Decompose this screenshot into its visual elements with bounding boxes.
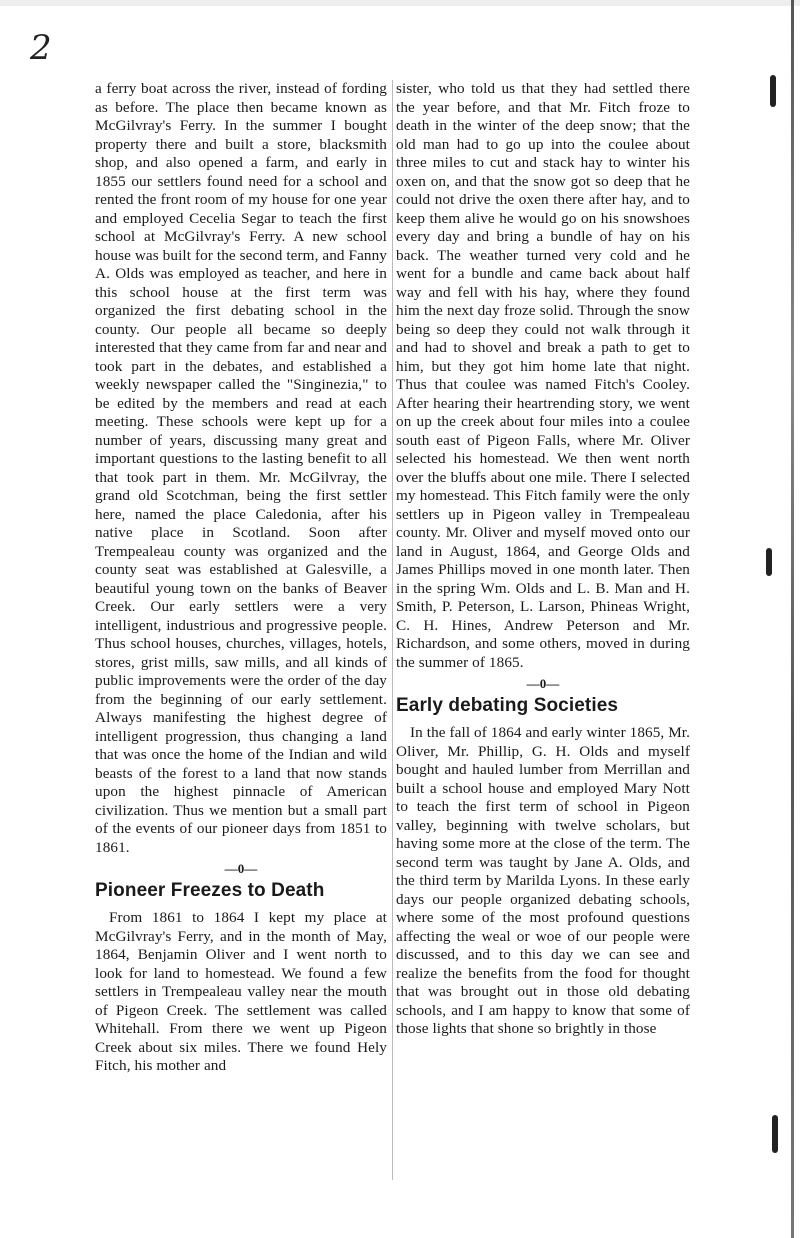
right-column: [396, 80, 690, 1039]
section-divider: —0—: [526, 676, 560, 691]
right-paragraph-continued: sister, who told us that they had settled there the year before, and that Mr. Fitch froze to death in the winter of the deep snow; that the old man had to go up into the coulee about three miles to cut and stack hay to winter his oxen on, and that the snow got so deep that he could not drive the oxen there after hay, and to keep them alive he would go on his snowshoes every day and bring a bundle of hay on his back. The weather turned very cold and he went for a bundle and came back about half way and fell with his hay, where they found him the next day froze solid. Through the snow being so deep they could not walk through it and had to shovel and break a path to get to him, but they got him home late that night. Thus that coulee was named Fitch's Cooley. After hearing their heartrending story, we went on up the creek about four miles into a coulee south east of Pigeon Falls, where Mr. Oliver selected his homestead. We then went north over the bluffs about one mile. There I selected my homestead. This Fitch family were the only settlers up in Pigeon valley in Trempealeau county. Mr. Oliver and myself moved onto our land in August, 1864, and George Olds and James Phillips moved in one month later. Then in the spring Wm. Olds and L. B. Man and H. Smith, P. Peterson, L. Larson, Phineas Wright, C. H. Hines, Andrew Peterson and Mr. Richardson, and some others, moved in during the summer of 1865.: [396, 80, 690, 671]
right-paragraph-debating: In the fall of 1864 and early winter 1865, Mr. Oliver, Mr. Phillip, G. H. Olds and myself bought and hauled lumber from Merrillan and built a school house and employed Mary Nott to teach the first term of school in Pigeon valley, beginning with twelve scholars, but having some more at the close of the term. The second term was taught by Jane A. Olds, and the third term by Marilda Lyons. In these early days our people organized debating schools, where some of the most profound questions affecting the weal or woe of our people were discussed, and to this day we can see and realize the benefits from the food for thought that was brought out in those old debating schools, and I am happy to know that some of those lights that shone so brightly in those: [396, 724, 691, 1037]
left-paragraph-continued: a ferry boat across the river, instead of fording as before. The place then became known as McGilvray's Ferry. In the summer I bought property there and built a store, blacksmith shop, and also opened a farm, and early in 1855 our settlers found need for a school and rented the front room of my house for one year and employed Cecelia Segar to teach the first school at McGilvray's Ferry. A new school house was built for the second term, and Fanny A. Olds was employed as teacher, and here in this school house at the first term was organized the first debating school in the county. Our people all became so deeply interested that they came from far and near and took part in the debates, and established a weekly newspaper called the "Singinezia," to be edited by the members and read at each meeting. These schools were kept up for a number of years, discussing many great and important questions to the lasting benefit to all that took part in them. Mr. McGilvray, the grand old Scotchman, being the first settler here, named the place Caledonia, after his native place in Scotland. Soon after Trempealeau county was organized and the county seat was established at Galesville, a beautiful young town on the banks of Beaver Creek. Our early settlers were a very intelligent, industrious and progressive people. Thus school houses, churches, villages, hotels, stores, grist mills, saw mills, and all kinds of public improvements were the order of the day from the beginning of our early settlement. Always manifesting the highest degree of intelligent progression, thus changing a land that was once the home of the Indian and wild beasts of the forest to a land that now stands upon the highest pinnacle of American civilization. Thus we mention but a small part of the events of our pioneer days from 1851 to 1861.: [95, 80, 387, 856]
left-column: [95, 80, 387, 1076]
section-heading-debating-societies: Early debating Societies: [396, 695, 619, 716]
left-paragraph-pioneer: From 1861 to 1864 I kept my place at McGilvray's Ferry, and in the month of May, 1864, Benjamin Oliver and I went north to look for land to homestead. We found a few settlers in Trempealeau valley near the mouth of Pigeon Creek. The settlement was called Whitehall. From there we went up Pigeon Creek about six miles. There we found Hely Fitch, his mother and: [95, 909, 387, 1074]
scan-right-edge: [791, 0, 794, 1238]
binder-mark: [766, 548, 772, 576]
binder-mark: [772, 1115, 778, 1153]
binder-mark: [770, 75, 776, 107]
page-number: 2: [30, 28, 52, 68]
section-divider: —0—: [224, 861, 258, 876]
scan-top-edge: [0, 0, 800, 6]
section-heading-pioneer-freezes: Pioneer Freezes to Death: [95, 880, 325, 901]
column-rule: [392, 80, 393, 1180]
